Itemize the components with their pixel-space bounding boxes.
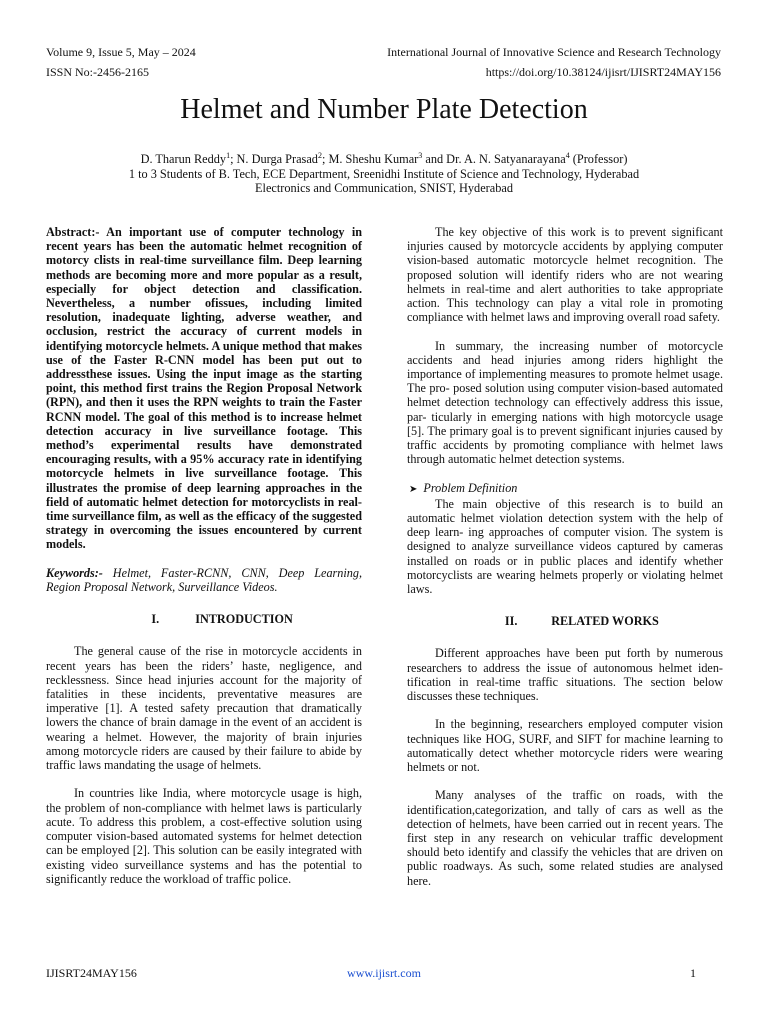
keywords (46, 566, 362, 594)
keywords-label: Keywords:- (46, 565, 103, 580)
intro-paragraph-2: In countries like India, where motorcycle usage is high, the problem of non-compliance with helmet laws is particularly acute. To address this problem, a cost-effective solution using computer vision-based automated systems for helmet detection can be employed [2]. This solution can be easily integrated with existing video surveillance systems and has the potential to significantly reduce the workload of traffic police. (46, 786, 362, 886)
header-issn: ISSN No:-2456-2165 (46, 65, 150, 79)
subsection-title: Problem Definition (423, 480, 518, 495)
section-1-number: I. (151, 612, 160, 627)
footer-page-number: 1 (690, 966, 696, 980)
author-3-sup: 3 (418, 150, 423, 160)
author-1-sup: 1 (226, 150, 231, 160)
intro-paragraph-1: The general cause of the rise in motorcycle accidents in recent years has been the riders’ haste, negligence, and recklessness. Since head injuries account for the majority of fatalities in these incidents, preventative measures are imperative [1]. A tested safety precaution that dramatically lowers the chance of brain damage in the event of an accident is wearing a helmet. However, the majority of brain injuries among motorcycle riders are caused by their failure to abide by traffic laws mandating the usage of helmets. (46, 644, 362, 773)
problem-paragraph: The main objective of this research is to build an automatic helmet violation detection system with the help of deep learn- ing approaches of computer vision. The system is designed to analyze surveillance videos captured by cameras installed on roads or in public places and identify whether motorcyclists are wearing helmets properly or violating helmet laws. (407, 496, 723, 597)
author-4: and Dr. A. N. Satyanarayana (422, 152, 566, 166)
header-doi[interactable]: https://doi.org/10.38124/ijisrt/IJISRT24MAY156 (485, 65, 721, 79)
author-3: ; M. Sheshu Kumar (321, 152, 419, 166)
footer-site-link[interactable]: www.ijisrt.com (347, 966, 421, 980)
author-line (0, 152, 768, 167)
section-2-number: II. (504, 614, 518, 629)
abstract: Abstract:- An important use of computer technology in recent years has been the automatic helmet recognition of motorcy clists in real-time surveillance film. Deep learning methods are becoming more and more popular as a result, especially for object detection and classification. Nevertheless, a number ofissues, including limited resolution, inadequate lighting, adverse weather, and occlusion, restrict the accuracy of current models in identifying motorcycle helmets. A unique method that makes use of the Faster R-CNN model has been put out to addressthese issues. Using the input image as the starting point, this method first trains the Region Proposal Network (RPN), and then it uses the RPN weights to train the Faster RCNN model. The goal of this method is to increase helmet detection accuracy in live surveillance footage. This method’s experimental results have demonstrated encouraging results, with a 95% accuracy rate in identifying motorcycle helmets in live surveillance footage. This illustrates the promise of deep learning approaches in the field of automatic helmet detection for motorcyclists in real-time surveillance film, as well as the efficacy of the suggested strategy in overcoming the issues encountered by current models. (46, 225, 362, 552)
related-paragraph-2: In the beginning, researchers employed computer vision techniques like HOG, SURF, and SIFT for machine learning to automatically detect whether motorcycle riders were wearing helmets or not. (407, 717, 723, 775)
related-paragraph-1: Different approaches have been put forth by numerous researchers to address the issue of autonomous helmet iden- tification in real-time traffic situations. The section below discusses these techniques. (407, 646, 723, 704)
author-2-sup: 2 (317, 150, 322, 160)
intro-paragraph-3: The key objective of this work is to prevent significant injuries caused by motorcycle accidents by applying computer vision-based automatic motorcycle helmet recognition. The proposed solution will identify riders who are not wearing helmets in real-time and alert authorities to take appropriate action. This technology can play a vital role in promoting compliance with helmet laws and improving overall road safety. (407, 225, 723, 325)
related-paragraph-3: Many analyses of the traffic on roads, with the identification,categorization, and tally of cars as well as the detection of helmets, have been carried out in recent years. The first step in any research on vehicular traffic development should beto identify and classify the vehicles that are driven on public roadways. As such, some related studies are analysed here. (407, 788, 723, 888)
author-block (0, 152, 768, 196)
author-4-role: (Professor) (569, 152, 628, 166)
author-2: ; N. Durga Prasad (230, 152, 318, 166)
left-column (46, 225, 362, 900)
right-column (407, 225, 723, 902)
paper-title: Helmet and Number Plate Detection (180, 94, 588, 125)
author-4-sup: 4 (565, 150, 570, 160)
arrow-bullet-icon: ➤ (409, 483, 418, 495)
author-1: D. Tharun Reddy (140, 152, 227, 166)
section-heading-related-works (407, 614, 723, 628)
affiliation-2: Electronics and Communication, SNIST, Hyderabad (255, 181, 513, 195)
header-volume: Volume 9, Issue 5, May – 2024 (46, 45, 196, 59)
intro-paragraph-4: In summary, the increasing number of motorcycle accidents and head injuries among riders highlight the importance of implementing measures to promote helmet usage. The pro- posed solution using computer vision-based automated helmet detection technology can effectively address this issue, par- ticularly in emerging nations with high motorcycle usage [5]. The primary goal is to prevent significant injuries caused by traffic accidents by promoting compliance with helmet laws through automatic helmet detection systems. (407, 338, 723, 467)
footer-paper-id: IJISRT24MAY156 (46, 966, 137, 980)
affiliation-1: 1 to 3 Students of B. Tech, ECE Department, Sreenidhi Institute of Science and Technology, Hyderabad (128, 166, 640, 181)
header-journal: International Journal of Innovative Science and Research Technology (387, 45, 721, 59)
subsection-heading-problem-definition (407, 481, 723, 497)
section-2-title: RELATED WORKS (551, 614, 659, 629)
section-1-title: INTRODUCTION (195, 612, 293, 627)
section-heading-introduction (46, 612, 362, 626)
keywords-list: Helmet, Faster-RCNN, CNN, Deep Learning, Region Proposal Network, Surveillance Videos. (46, 565, 362, 595)
